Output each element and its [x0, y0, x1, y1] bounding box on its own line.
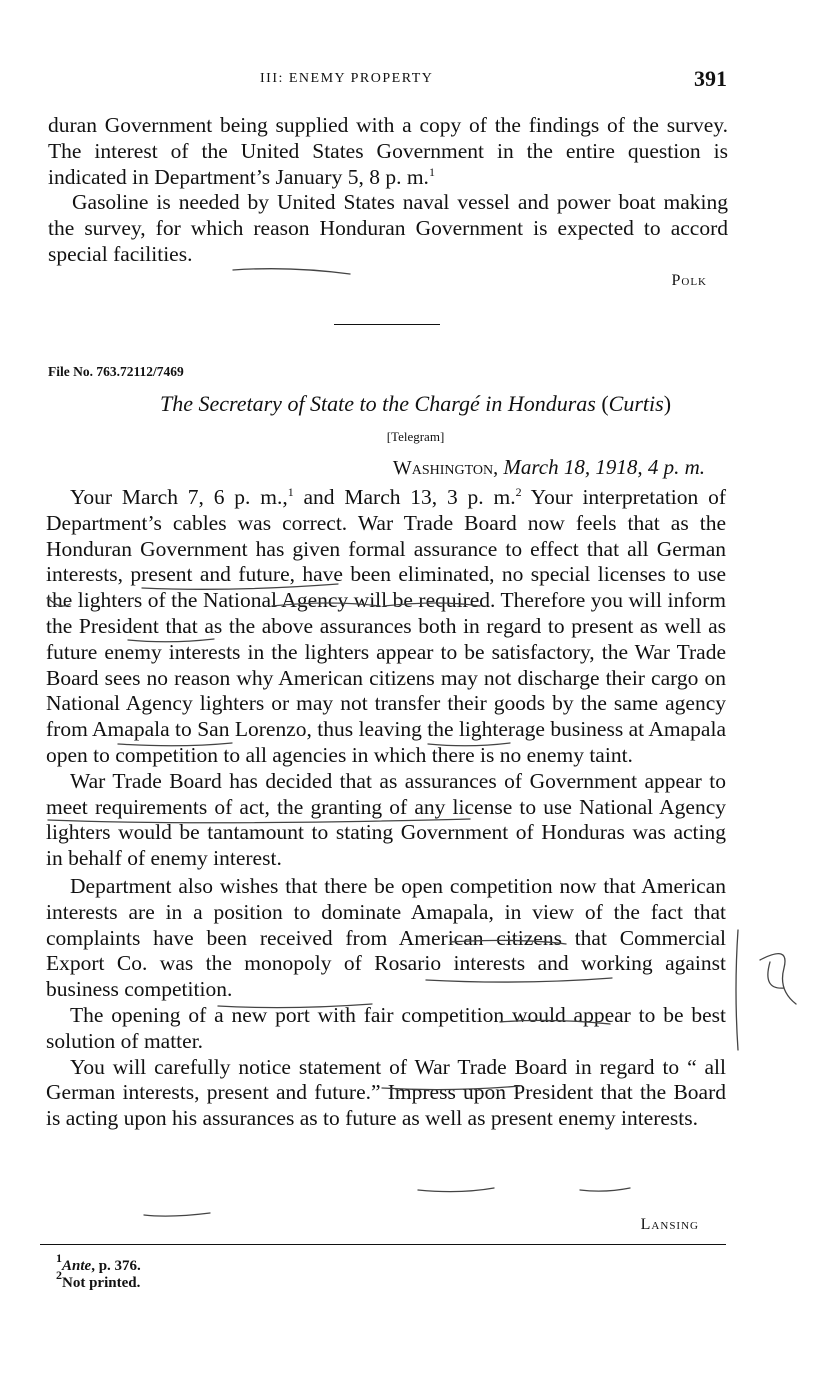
- dateline-place: Washington,: [392, 457, 499, 479]
- footnote-ref: 1: [287, 485, 294, 499]
- pencil-underline: [418, 1188, 494, 1192]
- lansing-signature-text: Lansing: [640, 1216, 699, 1233]
- footnote-text: , p. 376.: [91, 1258, 141, 1274]
- pencil-initials: [760, 954, 796, 1004]
- title-paren: (: [601, 391, 609, 416]
- pencil-underline: [118, 743, 232, 746]
- p1-text-b: and March 13, 3 p. m.: [293, 485, 516, 509]
- file-number: File No. 763.72112/7469: [48, 364, 184, 379]
- title-text: The Secretary of State to the Chargé in Honduras: [159, 391, 602, 416]
- pencil-underline: [218, 1004, 372, 1008]
- footnote-text: Not printed.: [62, 1275, 141, 1291]
- footnote-ref: 1: [428, 164, 435, 179]
- pencil-underline: [128, 639, 214, 642]
- page-number: 391: [694, 66, 727, 91]
- pencil-mark: [48, 598, 70, 606]
- footnote-mark: 1: [56, 1251, 62, 1265]
- pencil-underline: [142, 584, 338, 589]
- paragraph-2: War Trade Board has decided that as assurances of Government appear to meet requirements of act, the granting of any license to use National Agency lighters would be tantamount to stating Government of Honduras was acting in behalf of enemy interest.: [46, 768, 726, 871]
- p1-text-c: Your interpretation of Department’s cables was correct. War Trade Board now feels that as the Honduran Government has given formal assurance to effect that all German interests, present and future, have been eliminated, no special licenses to use the lighters of the National Agency will be required. Therefore you will inform the President that as the above assurances both in regard to present as well as future enemy interests in the lighters appear to be satisfactory, the War Trade Board sees no reason why American citizens may not discharge their cargo on National Agency lighters or may not transfer their goods by the same agency from Amapala to San Lorenzo, thus leaving the lighterage business at Amapala open to competition to all agencies in which there is no enemy taint.: [46, 485, 726, 767]
- polk-signature-text: Polk: [671, 272, 707, 289]
- title-name: Curtis: [608, 391, 664, 416]
- pencil-underline: [580, 1188, 630, 1191]
- paragraph-5: You will carefully notice statement of War Trade Board in regard to “ all German interests, present and future.” Impress upon President that the Board is acting upon his assurances as to future as well as present enemy interests.: [46, 1054, 726, 1131]
- footnote-italic: Ante: [62, 1258, 92, 1274]
- paragraph-3: Department also wishes that there be open competition now that American interests are in a position to dominate Amapala, in view of the fact that complaints have been received from American citizens that Commercial Export Co. was the monopoly of Rosario interests and working against business competition.: [46, 873, 726, 1002]
- p1-text-a: Your March 7, 6 p. m.,: [70, 485, 288, 509]
- continued-paragraph-text: duran Government being supplied with a copy of the findings of the survey. The interest of the United States Government in the entire question is indicated in Department’s January 5, 8 p. m.: [48, 113, 728, 189]
- pencil-underline: [382, 1086, 520, 1090]
- pencil-underline: [428, 743, 510, 746]
- pencil-underline: [233, 269, 350, 274]
- document-type: [Telegram]: [386, 429, 445, 444]
- pencil-strike: [450, 940, 566, 944]
- pencil-underline: [48, 819, 470, 823]
- pencil-underline: [426, 978, 612, 982]
- footnote-mark: 2: [56, 1268, 62, 1282]
- pencil-underline: [144, 1213, 210, 1216]
- paragraph-4: The opening of a new port with fair competition would appear to be best solution of matter.: [46, 1002, 726, 1053]
- pencil-strike: [500, 1020, 610, 1024]
- running-head: III: ENEMY PROPERTY: [260, 71, 434, 86]
- title-paren: ): [663, 391, 672, 416]
- gasoline-paragraph: Gasoline is needed by United States naval vessel and power boat making the survey, for which reason Honduran Government is expected to accord special facilities.: [48, 190, 728, 266]
- pencil-bracket: [736, 930, 738, 1050]
- pencil-strike: [272, 603, 380, 606]
- pencil-strike: [384, 603, 480, 606]
- dateline-date: March 18, 1918, 4 p. m.: [503, 455, 705, 479]
- footnote-ref: 2: [515, 485, 522, 499]
